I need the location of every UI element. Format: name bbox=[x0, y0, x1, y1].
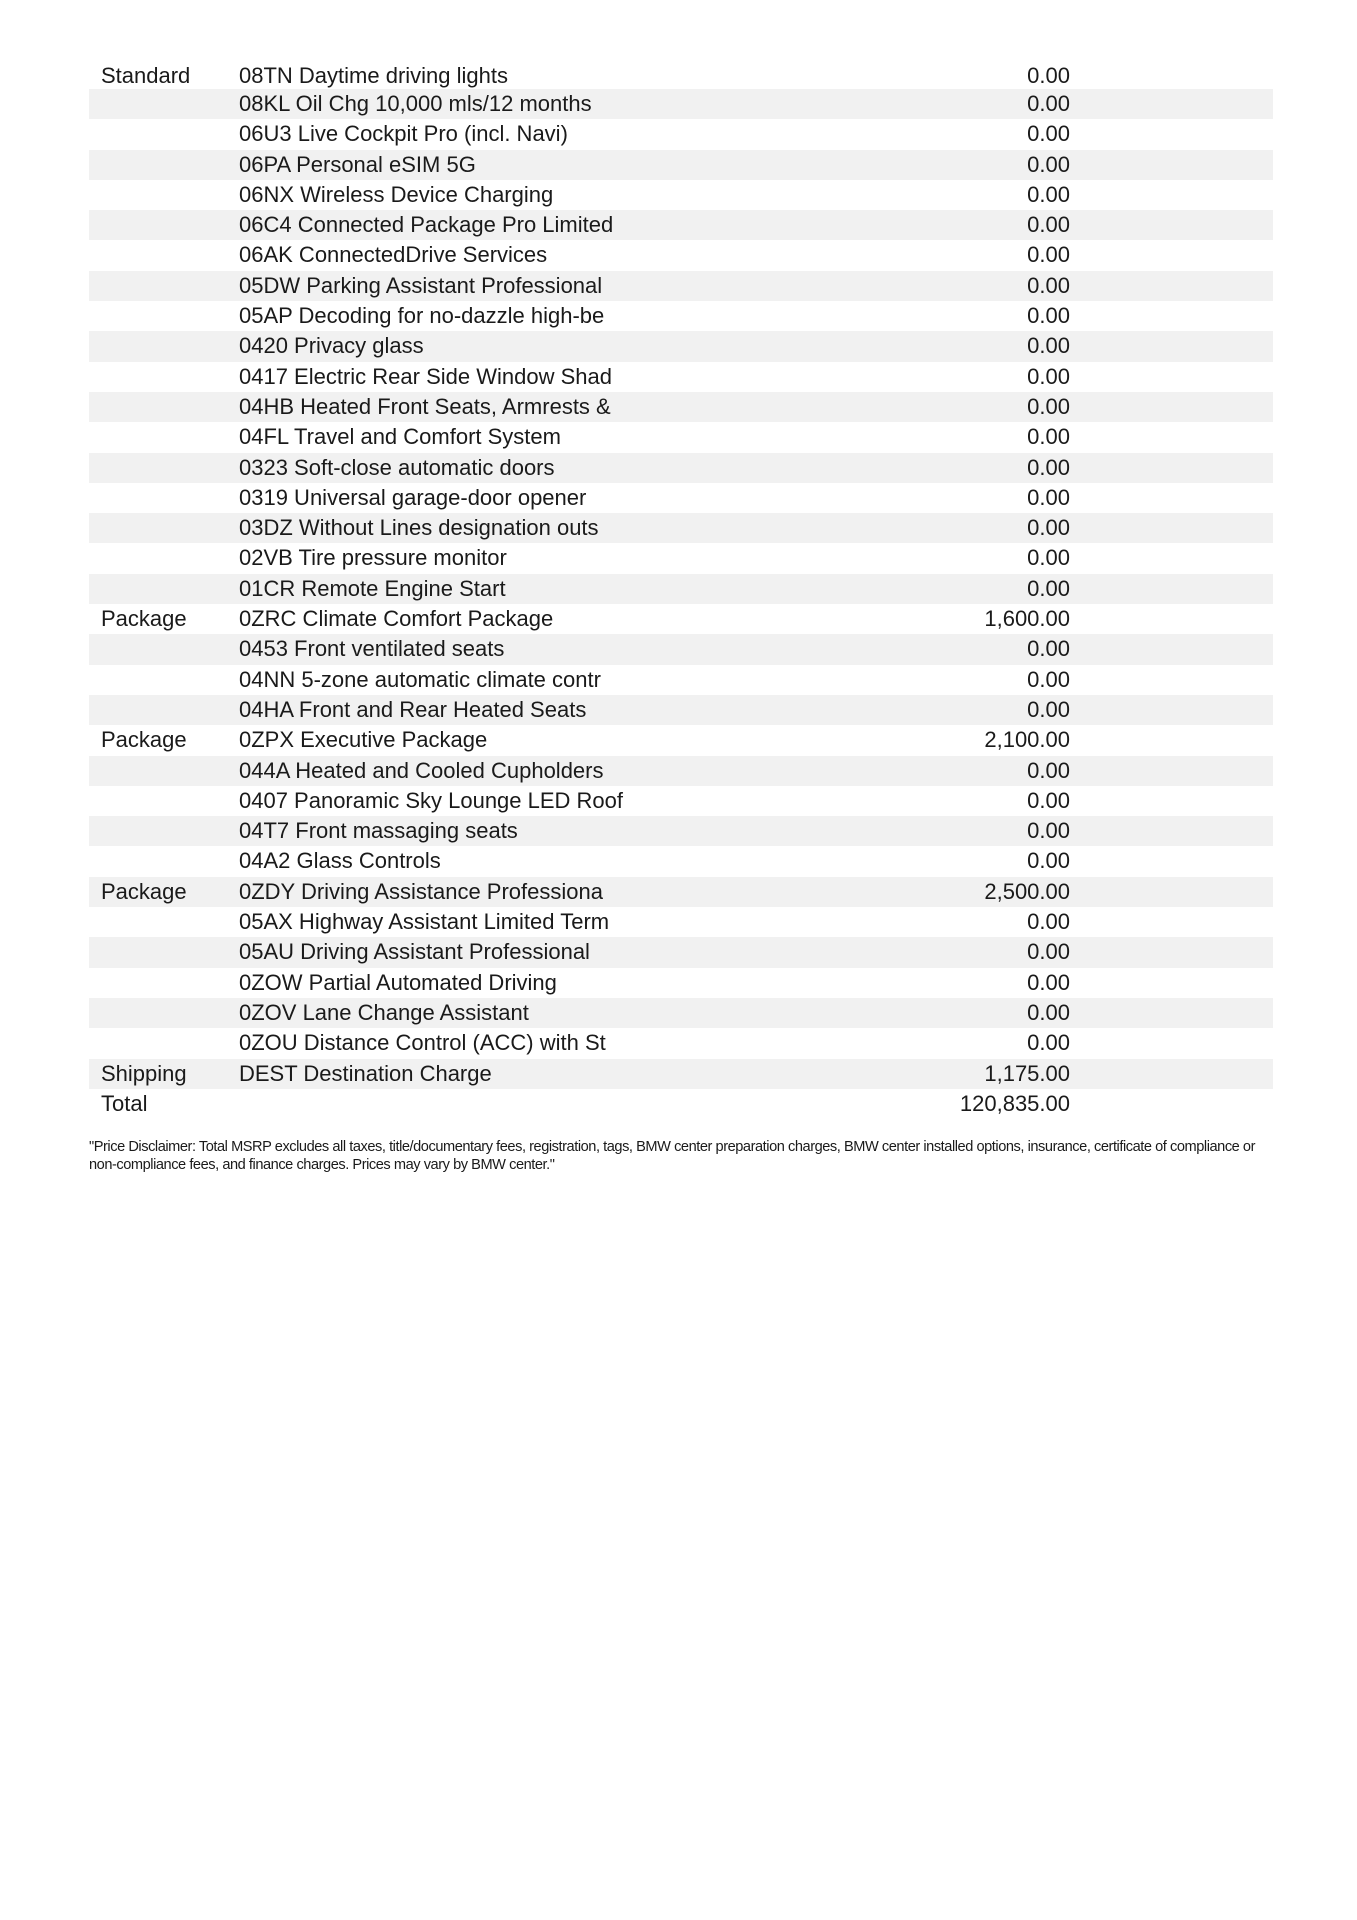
row-description: 04HA Front and Rear Heated Seats bbox=[239, 696, 587, 722]
row-price: 0.00 bbox=[1027, 242, 1070, 268]
table-row bbox=[89, 1059, 1273, 1089]
price-table bbox=[89, 62, 1273, 1119]
table-row bbox=[89, 634, 1273, 664]
table-row bbox=[89, 604, 1273, 634]
table-row bbox=[89, 1028, 1273, 1058]
table-row bbox=[89, 513, 1273, 543]
row-description: 0407 Panoramic Sky Lounge LED Roof bbox=[239, 787, 624, 813]
row-description: 08KL Oil Chg 10,000 mls/12 months bbox=[239, 91, 592, 116]
row-description: 0ZOW Partial Automated Driving bbox=[239, 969, 557, 995]
row-description: 03DZ Without Lines designation outs bbox=[239, 515, 599, 541]
row-description: 04NN 5-zone automatic climate contr bbox=[239, 666, 601, 692]
table-row bbox=[89, 907, 1273, 937]
total-row bbox=[89, 1089, 1273, 1119]
table-row bbox=[89, 998, 1273, 1028]
row-price: 0.00 bbox=[1027, 818, 1070, 844]
row-description: 04HB Heated Front Seats, Armrests & bbox=[239, 393, 611, 419]
table-row bbox=[89, 937, 1273, 967]
row-price: 0.00 bbox=[1027, 272, 1070, 298]
table-row bbox=[89, 543, 1273, 573]
row-description: 04A2 Glass Controls bbox=[239, 848, 441, 874]
row-category: Package bbox=[101, 878, 187, 904]
row-price: 0.00 bbox=[1027, 666, 1070, 692]
row-price: 0.00 bbox=[1027, 696, 1070, 722]
table-row bbox=[89, 240, 1273, 270]
table-row bbox=[89, 422, 1273, 452]
row-description: 0ZDY Driving Assistance Professiona bbox=[239, 878, 603, 904]
row-price: 0.00 bbox=[1027, 303, 1070, 329]
row-price: 0.00 bbox=[1027, 787, 1070, 813]
row-description: 0453 Front ventilated seats bbox=[239, 636, 505, 662]
row-price: 0.00 bbox=[1027, 515, 1070, 541]
table-row bbox=[89, 574, 1273, 604]
row-price: 0.00 bbox=[1027, 969, 1070, 995]
row-description: 02VB Tire pressure monitor bbox=[239, 545, 507, 571]
row-price: 0.00 bbox=[1027, 91, 1070, 116]
row-price: 1,175.00 bbox=[984, 1060, 1070, 1086]
row-description: 0ZOU Distance Control (ACC) with St bbox=[239, 1030, 606, 1056]
row-price: 0.00 bbox=[1027, 393, 1070, 419]
row-price: 0.00 bbox=[1027, 454, 1070, 480]
row-description: 06NX Wireless Device Charging bbox=[239, 181, 554, 207]
row-price: 0.00 bbox=[1027, 545, 1070, 571]
row-description: DEST Destination Charge bbox=[239, 1060, 492, 1086]
row-description: 044A Heated and Cooled Cupholders bbox=[239, 757, 604, 783]
row-price: 0.00 bbox=[1027, 939, 1070, 965]
row-price: 0.00 bbox=[1027, 999, 1070, 1025]
row-description: 08TN Daytime driving lights bbox=[239, 63, 508, 88]
row-price: 0.00 bbox=[1027, 363, 1070, 389]
row-description: 0319 Universal garage-door opener bbox=[239, 484, 587, 510]
row-category: Shipping bbox=[101, 1060, 187, 1086]
table-row bbox=[89, 756, 1273, 786]
row-category: Standard bbox=[101, 63, 191, 88]
table-row bbox=[89, 968, 1273, 998]
row-description: 06U3 Live Cockpit Pro (incl. Navi) bbox=[239, 121, 568, 147]
row-description: 0ZRC Climate Comfort Package bbox=[239, 606, 554, 632]
table-row bbox=[89, 150, 1273, 180]
table-row bbox=[89, 665, 1273, 695]
table-row bbox=[89, 180, 1273, 210]
row-price: 0.00 bbox=[1027, 212, 1070, 238]
row-description: 04FL Travel and Comfort System bbox=[239, 424, 561, 450]
table-row bbox=[89, 846, 1273, 876]
total-label: Total bbox=[101, 1090, 148, 1116]
row-price: 0.00 bbox=[1027, 424, 1070, 450]
row-price: 0.00 bbox=[1027, 636, 1070, 662]
row-description: 0420 Privacy glass bbox=[239, 333, 424, 359]
row-price: 1,600.00 bbox=[984, 606, 1070, 632]
row-price: 0.00 bbox=[1027, 333, 1070, 359]
row-price: 2,100.00 bbox=[984, 727, 1070, 753]
table-row bbox=[89, 816, 1273, 846]
table-row bbox=[89, 786, 1273, 816]
row-price: 0.00 bbox=[1027, 757, 1070, 783]
row-price: 0.00 bbox=[1027, 63, 1070, 88]
row-price: 0.00 bbox=[1027, 121, 1070, 147]
row-description: 05AP Decoding for no-dazzle high-be bbox=[239, 303, 605, 329]
row-price: 0.00 bbox=[1027, 181, 1070, 207]
table-row bbox=[89, 301, 1273, 331]
row-description: 0323 Soft-close automatic doors bbox=[239, 454, 555, 480]
row-description: 06C4 Connected Package Pro Limited bbox=[239, 212, 614, 238]
row-description: 05DW Parking Assistant Professional bbox=[239, 272, 603, 298]
total-price: 120,835.00 bbox=[959, 1090, 1070, 1116]
row-description: 01CR Remote Engine Start bbox=[239, 575, 506, 601]
row-description: 05AU Driving Assistant Professional bbox=[239, 939, 590, 965]
table-row bbox=[89, 271, 1273, 301]
row-description: 04T7 Front massaging seats bbox=[239, 818, 518, 844]
row-category: Package bbox=[101, 606, 187, 632]
row-description: 0ZPX Executive Package bbox=[239, 727, 488, 753]
row-description: 0ZOV Lane Change Assistant bbox=[239, 999, 529, 1025]
price-disclaimer: "Price Disclaimer: Total MSRP excludes all taxes, title/documentary fees, registration, tags, BMW center preparation charges, BMW center installed options, insurance, certificate of compliance or non-compliance fees, and finance charges. Prices may vary by BMW center." bbox=[89, 1139, 1256, 1173]
row-price: 0.00 bbox=[1027, 151, 1070, 177]
row-price: 0.00 bbox=[1027, 575, 1070, 601]
row-price: 0.00 bbox=[1027, 484, 1070, 510]
row-description: 0417 Electric Rear Side Window Shad bbox=[239, 363, 612, 389]
row-description: 06AK ConnectedDrive Services bbox=[239, 242, 548, 268]
table-row bbox=[89, 483, 1273, 513]
table-row bbox=[89, 725, 1273, 755]
table-row bbox=[89, 362, 1273, 392]
row-category: Package bbox=[101, 727, 187, 753]
table-row bbox=[89, 453, 1273, 483]
row-description: 05AX Highway Assistant Limited Term bbox=[239, 909, 610, 935]
row-price: 0.00 bbox=[1027, 909, 1070, 935]
row-price: 0.00 bbox=[1027, 848, 1070, 874]
table-row bbox=[89, 210, 1273, 240]
table-row bbox=[89, 89, 1273, 119]
table-row bbox=[89, 392, 1273, 422]
row-price: 0.00 bbox=[1027, 1030, 1070, 1056]
row-price: 2,500.00 bbox=[984, 878, 1070, 904]
table-row bbox=[89, 119, 1273, 149]
table-row bbox=[89, 331, 1273, 361]
table-row bbox=[89, 695, 1273, 725]
table-row bbox=[89, 877, 1273, 907]
row-description: 06PA Personal eSIM 5G bbox=[239, 151, 476, 177]
table-row bbox=[89, 62, 1273, 89]
